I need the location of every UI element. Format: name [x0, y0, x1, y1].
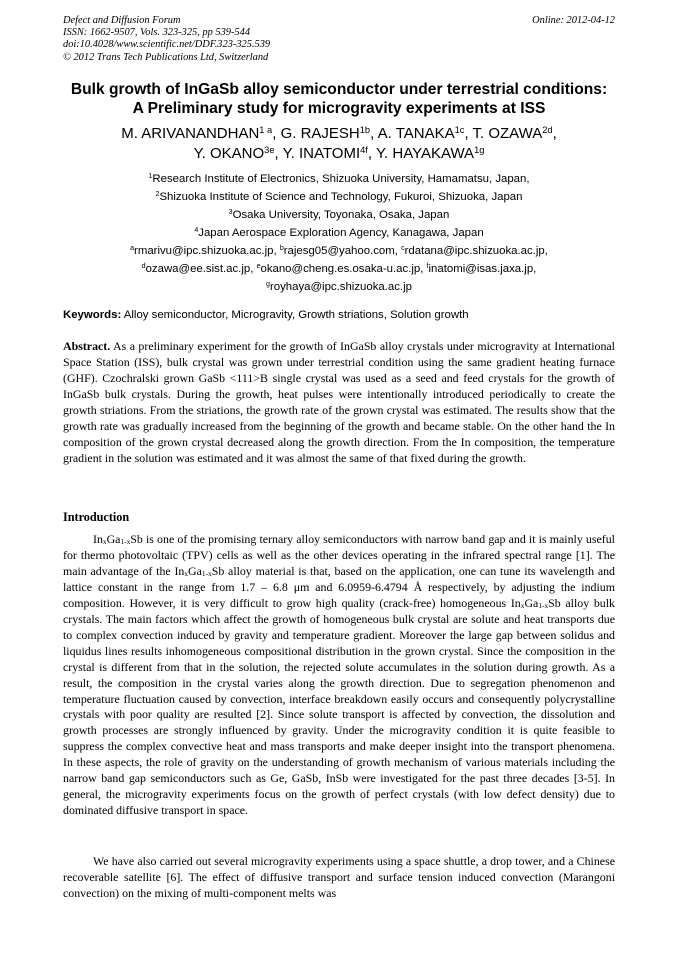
email-mark: c	[401, 245, 405, 253]
formula-sub: 1-x	[201, 569, 212, 578]
affil-number: 4	[194, 227, 199, 235]
formula-ingasb	[93, 532, 143, 546]
abstract	[63, 339, 615, 467]
email-address: rdatana@ipc.shizuoka.ac.jp,	[404, 245, 548, 257]
author-affil-mark: 1c	[454, 124, 465, 135]
paragraph-text: alloy material is that, based on the application, one can tune its wavelength and lattice constant in the range from 1.7 – 6.8 μm and 6.0959-6.4794 Å respectively, by adjusting the indium composition. However, it is very difficult to grow high quality (crack-free) homogeneous	[63, 563, 615, 610]
section-heading-introduction: Introduction	[63, 510, 130, 524]
email-address: inatomi@isas.jaxa.jp,	[428, 263, 537, 275]
affiliation-3	[40, 206, 638, 224]
author-name: G. RAJESH	[280, 125, 360, 142]
journal-name: Defect and Diffusion Forum	[63, 15, 181, 26]
affil-number: 3	[228, 209, 233, 217]
paragraph-text: alloy bulk crystals. The main factors which affect the growth of homogeneous bulk crystal are solute and heat transports due to complex convection induced by gravity and temperature gradient. Moreover the large gap between solidus and liquidus lines results inhomogeneous compositional distribution in the grown crystal. Since the composition in the crystal is different from that in the solution, the rejected solute accumulates in the solution during growth. As a result, the composition in the crystal varies along the growth direction. Due to segregation phenomenon and temperature fluctuation caused by convection, interface breakdown easily occurs and consequently polycrystalline crystals with poor quality are resulted [2]. Since solute transport is affected by convection, the dissolution and growth processes are strongly influenced by gravity. Under the microgravity condition it is quite feasible to suppress the complex convective heat and mass transports and make deeper insight into the transport phenomena. In these aspects, the role of gravity on the understanding of growth mechanism of various materials including the narrow band gap semiconductors such as Ge, GaSb, InSb were investigated for the past three decades [3-5]. In general, the microgravity experiments focus on the growth of perfect crystals (with low defect density) due to dominated diffusive transport in space.	[63, 595, 615, 818]
email-mark: e	[256, 263, 261, 271]
affiliation-4	[40, 224, 638, 242]
email-address: ozawa@ee.sist.ac.jp,	[145, 263, 254, 275]
abstract-label: Abstract.	[63, 339, 111, 353]
online-date: Online: 2012-04-12	[532, 15, 615, 26]
journal-header	[63, 15, 615, 64]
email-address: okano@cheng.es.osaka-u.ac.jp,	[260, 263, 424, 275]
formula-part: In	[510, 595, 521, 610]
formula-part: Sb	[548, 595, 561, 610]
email-mark: f	[426, 263, 429, 271]
author-affil-mark: 1b	[359, 124, 371, 135]
affil-text: Shizuoka Institute of Science and Technology, Fukuroi, Shizuoka, Japan	[159, 191, 523, 203]
paragraph-text: is one of the promising ternary alloy semiconductors with narrow band gap and it is mainly useful for thermo photovoltaic (TPV) cells as well as the other devices operating in the infrared spectral range [1]. The main advantage of the	[63, 532, 615, 578]
formula-sub: x	[520, 600, 525, 610]
author-name: M. ARIVANANDHAN	[121, 125, 260, 142]
author-name: Y. INATOMI	[282, 144, 361, 162]
author-affil-mark: 2d	[542, 124, 553, 135]
formula-ingasb	[511, 596, 561, 610]
formula-sub: 1-x	[538, 600, 549, 610]
intro-paragraph-1	[63, 532, 615, 819]
doi-line: doi:10.4028/www.scientific.net/DDF.323-325.539	[63, 39, 271, 51]
copyright-line: © 2012 Trans Tech Publications Ltd, Switzerland	[63, 51, 269, 63]
title-line-2: A Preliminary study for microgravity experiments at ISS	[132, 100, 546, 117]
formula-ingasb	[174, 564, 224, 578]
email-mark: g	[266, 281, 270, 289]
paper-title	[40, 80, 638, 118]
author-name: A. TANAKA	[377, 125, 455, 142]
intro-paragraph-2: We have also carried out several microgravity experiments using a space shuttle, a drop tower, and a Chinese recoverable satellite [6]. The effect of diffusive transport and surface tension induced convection (Marangoni convection) on the mixing of multi-component melts was	[63, 854, 615, 900]
email-address: rajesg05@yahoo.com,	[283, 245, 398, 257]
formula-sub: 1-x	[120, 537, 131, 547]
formula-part: Sb	[130, 532, 143, 546]
abstract-text: As a preliminary experiment for the growth of InGaSb alloy crystals under microgravity at International Space Station (ISS), bulk crystal was grown under terrestrial condition using the same gradient heating furnace (GHF). Czochralski grown GaSb <111>B single crystal was used as a seed and feed crystals for the growth of InGaSb bulk crystals. During the growth, heat pulses were intentionally introduced periodically to create the growth striations. From the striations, the growth rate of the grown crystal was estimated. The results show that the growth rate was gradually increased from the beginning of the growth and became stable. On the other hand the In composition of the grown crystal decreased along the growth direction. From the In composition, the temperature gradient in the solution was estimated and it was almost the same of that fixed during the growth.	[63, 339, 615, 465]
email-mark: d	[141, 263, 146, 271]
formula-part: In	[174, 563, 185, 578]
formula-part: Sb	[211, 563, 225, 578]
author-name: Y. OKANO	[193, 144, 265, 162]
formula-part: Ga	[188, 563, 202, 578]
affil-text: Japan Aerospace Exploration Agency, Kanagawa, Japan	[198, 227, 484, 239]
email-line-3	[40, 278, 638, 296]
keywords-label: Keywords:	[63, 309, 122, 321]
formula-part: Ga	[106, 532, 121, 546]
email-mark: a	[130, 245, 135, 253]
author-list	[40, 124, 638, 163]
affiliations	[40, 170, 638, 296]
author-affil-mark: 4f	[360, 144, 368, 155]
author-affil-mark: 3e	[264, 144, 275, 155]
affil-text: Research Institute of Electronics, Shizuoka University, Hamamatsu, Japan,	[152, 173, 530, 185]
formula-sub: x	[184, 569, 189, 578]
email-line-2	[40, 260, 638, 278]
keywords	[63, 308, 615, 322]
email-line-1	[40, 242, 638, 260]
affiliation-2	[40, 188, 638, 206]
formula-part: In	[93, 532, 103, 546]
formula-sub: x	[102, 537, 107, 547]
title-line-1: Bulk growth of InGaSb alloy semiconductor under terrestrial conditions:	[70, 81, 608, 98]
affil-number: 1	[148, 173, 153, 181]
email-mark: b	[279, 245, 284, 253]
author-affil-mark: 1g	[474, 144, 485, 155]
keywords-text: Alloy semiconductor, Microgravity, Growth striations, Solution growth	[123, 309, 469, 321]
email-address: rmarivu@ipc.shizuoka.ac.jp,	[134, 245, 277, 257]
author-line-1: M. $ARIVANANDHAN^{1 a}$, G. $RAJESH^{1b}$, A. $TANAKA^{1c}$, T. $OZAWA^{2d}$,	[121, 124, 557, 142]
affil-text: Osaka University, Toyonaka, Osaka, Japan	[232, 209, 450, 221]
affil-number: 2	[155, 191, 160, 199]
author-affil-mark: 1 a	[259, 124, 273, 135]
email-address: royhaya@ipc.shizuoka.ac.jp	[269, 281, 412, 293]
author-name: T. OZAWA	[472, 125, 543, 142]
formula-part: Ga	[524, 595, 539, 610]
author-name: Y. HAYAKAWA	[375, 144, 475, 162]
affiliation-1	[40, 170, 638, 188]
author-line-2: Y. $OKANO^{3e}$, Y. $INATOMI^{4f}$, Y. $HAYAKAWA^{1g}$	[193, 144, 485, 162]
issn-line: ISSN: 1662-9507, Vols. 323-325, pp 539-544	[63, 27, 251, 39]
